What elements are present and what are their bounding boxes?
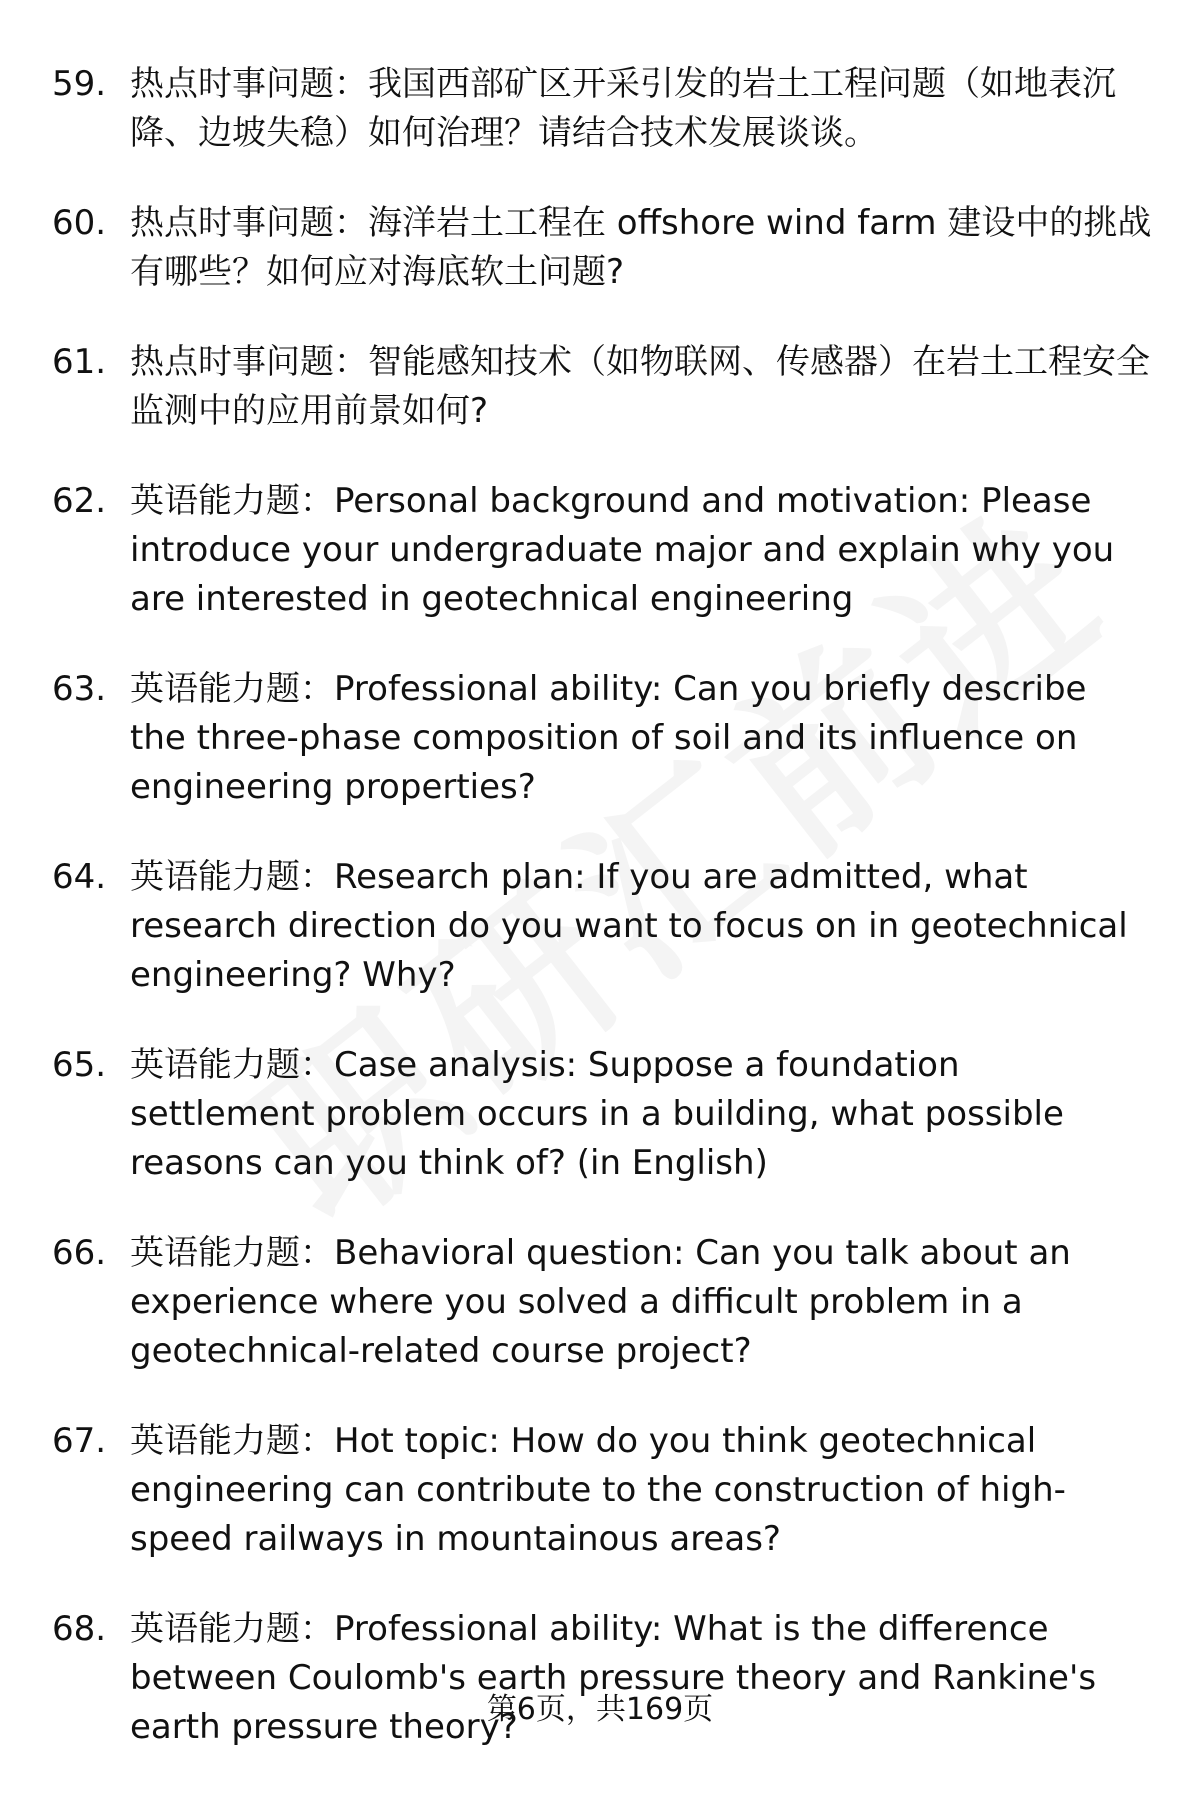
- question-item-60: [52, 199, 1152, 297]
- question-text: 英语能力题：Professional ability: Can you briefly describe the three-phase composition of soil and its influence on engineering properties?: [130, 669, 1087, 807]
- question-number: 68.: [52, 1609, 107, 1649]
- question-text: 英语能力题：Professional ability: What is the difference between Coulomb's earth pressure theory and Rankine's earth pressure theory?: [130, 1609, 1097, 1747]
- question-number: 61.: [52, 342, 107, 382]
- question-number: 60.: [52, 203, 107, 243]
- question-text: 英语能力题：Research plan: If you are admitted, what research direction do you want to focus on in geotechnical engineering? Why?: [130, 857, 1128, 995]
- question-item-66: [52, 1229, 1152, 1376]
- question-item-61: [52, 338, 1152, 436]
- question-list: [52, 60, 1152, 1793]
- question-number: 66.: [52, 1233, 107, 1273]
- question-item-62: [52, 477, 1152, 624]
- question-item-64: [52, 853, 1152, 1000]
- question-item-65: [52, 1041, 1152, 1188]
- question-text: 英语能力题：Personal background and motivation: Please introduce your undergraduate major and explain why you are interested in geotechnical engineering: [130, 481, 1115, 619]
- question-text: 热点时事问题：智能感知技术（如物联网、传感器）在岩土工程安全监测中的应用前景如何?: [130, 342, 1150, 431]
- question-number: 67.: [52, 1421, 107, 1461]
- question-item-67: [52, 1417, 1152, 1564]
- question-number: 65.: [52, 1045, 107, 1085]
- question-text: 英语能力题：Hot topic: How do you think geotechnical engineering can contribute to the construction of high-speed railways in mountainous areas?: [130, 1421, 1066, 1559]
- question-item-59: [52, 60, 1152, 158]
- question-number: 59.: [52, 64, 107, 104]
- question-text: 英语能力题：Case analysis: Suppose a foundation settlement problem occurs in a building, what possible reasons can you think of? (in English): [130, 1045, 1064, 1183]
- question-number: 63.: [52, 669, 107, 709]
- page-footer: 第6页，共169页: [486, 1692, 714, 1727]
- question-text: 英语能力题：Behavioral question: Can you talk about an experience where you solved a difficult problem in a geotechnical-related course project?: [130, 1233, 1071, 1371]
- question-item-63: [52, 665, 1152, 812]
- question-text: 热点时事问题：我国西部矿区开采引发的岩土工程问题（如地表沉降、边坡失稳）如何治理？请结合技术发展谈谈。: [130, 64, 1116, 153]
- question-text: 热点时事问题：海洋岩土工程在 offshore wind farm 建设中的挑战有哪些？如何应对海底软土问题?: [130, 203, 1152, 292]
- question-number: 62.: [52, 481, 107, 521]
- question-number: 64.: [52, 857, 107, 897]
